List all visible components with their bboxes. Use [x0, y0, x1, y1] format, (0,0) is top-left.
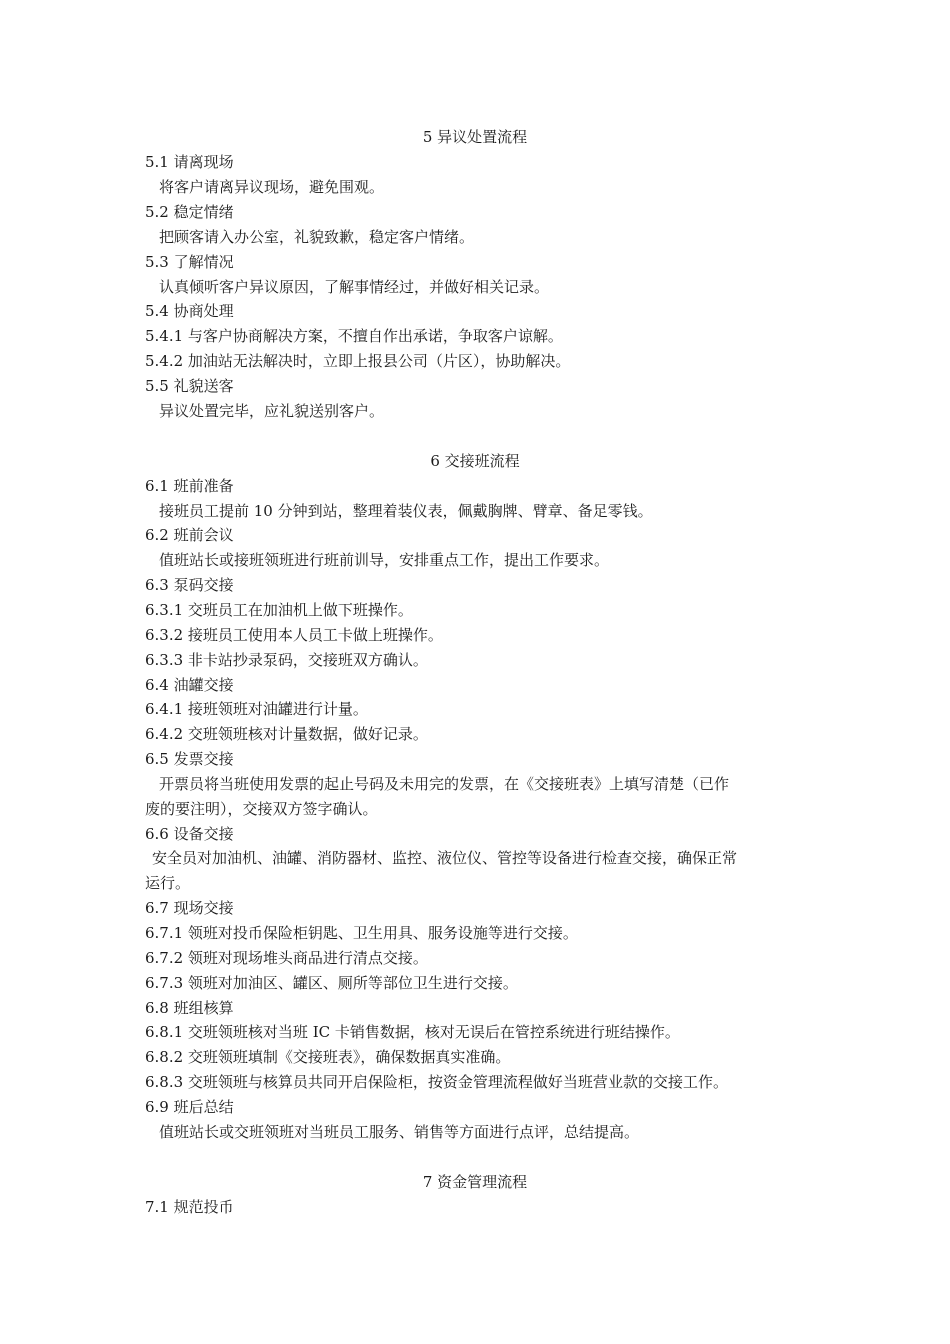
subsection-heading: 6.2 班前会议	[145, 526, 234, 544]
subsection-heading: 5.4 协商处理	[145, 302, 234, 320]
subsection-heading: 6.6 设备交接	[145, 825, 234, 843]
list-item: 6.8.2 交班领班填制《交接班表》，确保数据真实准确。	[145, 1048, 511, 1066]
list-item: 6.7.1 领班对投币保险柜钥匙、卫生用具、服务设施等进行交接。	[145, 924, 578, 942]
subsection-heading: 6.8 班组核算	[145, 999, 234, 1017]
list-item: 6.8.3 交班领班与核算员共同开启保险柜，按资金管理流程做好当班营业款的交接工作。	[145, 1073, 728, 1091]
subsection-heading: 5.3 了解情况	[145, 253, 234, 271]
paragraph: 异议处置完毕，应礼貌送别客户。	[159, 402, 385, 420]
list-item: 6.7.3 领班对加油区、罐区、厕所等部位卫生进行交接。	[145, 974, 518, 992]
subsection-heading: 6.4 油罐交接	[145, 676, 234, 694]
list-item: 6.4.2 交班领班核对计量数据，做好记录。	[145, 725, 428, 743]
list-item: 5.4.2 加油站无法解决时，立即上报县公司（片区），协助解决。	[145, 352, 571, 370]
subsection-heading: 6.3 泵码交接	[145, 576, 234, 594]
paragraph: 值班站长或接班领班进行班前训导，安排重点工作，提出工作要求。	[159, 551, 610, 569]
paragraph-continuation: 运行。	[145, 874, 191, 892]
paragraph-continuation: 废的要注明），交接双方签字确认。	[145, 800, 378, 818]
paragraph: 将客户请离异议现场，避免围观。	[159, 178, 385, 196]
list-item: 6.8.1 交班领班核对当班 IC 卡销售数据，核对无误后在管控系统进行班结操作。	[145, 1023, 680, 1041]
section-heading: 7 资金管理流程	[422, 1173, 528, 1191]
paragraph: 认真倾听客户异议原因，了解事情经过，并做好相关记录。	[159, 278, 550, 296]
subsection-heading: 5.5 礼貌送客	[145, 377, 234, 395]
list-item: 5.4.1 与客户协商解决方案，不擅自作出承诺，争取客户谅解。	[145, 327, 563, 345]
section-heading: 5 异议处置流程	[422, 128, 528, 146]
list-item: 6.3.2 接班员工使用本人员工卡做上班操作。	[145, 626, 443, 644]
subsection-heading: 6.9 班后总结	[145, 1098, 234, 1116]
paragraph: 安全员对加油机、油罐、消防器材、监控、液位仪、管控等设备进行检查交接，确保正常	[152, 849, 738, 867]
paragraph: 把顾客请入办公室，礼貌致歉，稳定客户情绪。	[159, 228, 475, 246]
subsection-heading: 5.2 稳定情绪	[145, 203, 234, 221]
paragraph: 开票员将当班使用发票的起止号码及未用完的发票，在《交接班表》上填写清楚（已作	[159, 775, 730, 793]
subsection-heading: 6.7 现场交接	[145, 899, 234, 917]
section-heading: 6 交接班流程	[430, 452, 520, 470]
subsection-heading: 6.1 班前准备	[145, 477, 234, 495]
paragraph: 接班员工提前 10 分钟到站，整理着装仪表，佩戴胸牌、臂章、备足零钱。	[159, 502, 653, 520]
list-item: 6.7.2 领班对现场堆头商品进行清点交接。	[145, 949, 428, 967]
list-item: 6.3.3 非卡站抄录泵码，交接班双方确认。	[145, 651, 428, 669]
list-item: 6.4.1 接班领班对油罐进行计量。	[145, 700, 368, 718]
list-item: 6.3.1 交班员工在加油机上做下班操作。	[145, 601, 413, 619]
paragraph: 值班站长或交班领班对当班员工服务、销售等方面进行点评，总结提高。	[159, 1123, 640, 1141]
subsection-heading: 6.5 发票交接	[145, 750, 234, 768]
subsection-heading: 7.1 规范投币	[145, 1198, 234, 1216]
subsection-heading: 5.1 请离现场	[145, 153, 234, 171]
